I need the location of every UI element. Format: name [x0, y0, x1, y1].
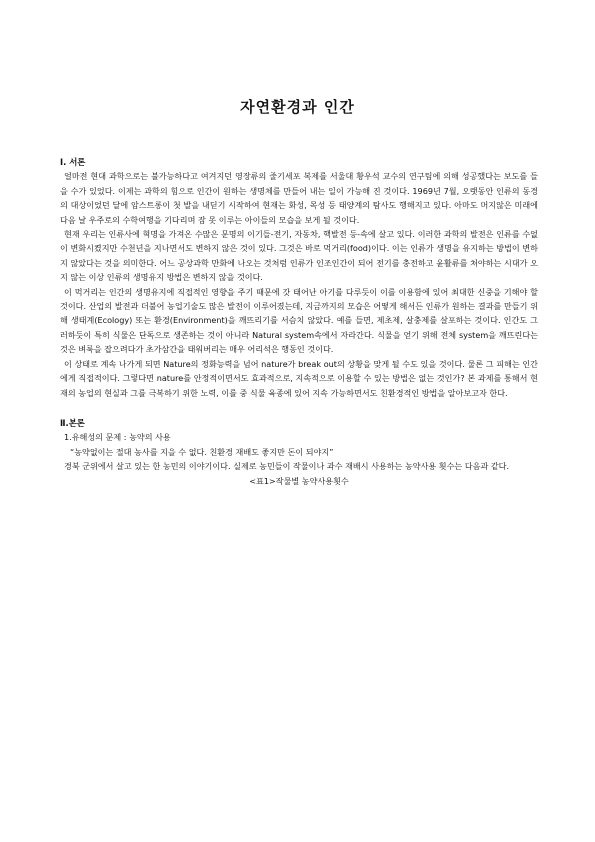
section-spacer [60, 400, 538, 416]
body-paragraph: 경북 군위에서 살고 있는 한 농민의 이야기이다. 실제로 농민들이 작물이나 과수 재배시 사용하는 농약사용 횟수는 다음과 같다. [64, 461, 510, 472]
document-body [60, 155, 538, 488]
table-caption: <표1>작물별 농약사용횟수 [249, 475, 349, 486]
intro-paragraph: 얼마전 현대 과학으로는 불가능하다고 여겨지던 영장류의 줄기세포 복제를 서울대 황우석 교수의 연구팀에 의해 성공했다는 보도를 들을 수가 있었다. 이제는 과학의 힘으로 인간이 원하는 생명체를 만들어 내는 일이 가능해 진 것이다. 1969년 7월, 오랫동안 인류의 동경의 대상이었던 달에 암스트롱이 첫 발을 내딛기 시작하여 현재는 화성, 목성 등 태양계의 탐사도 행해지고 있다. 아마도 머지않은 미래에 다음 날 우주로의 수학여행을 기다리며 잠 못 이루는 아이들의 모습을 보게 될 것이다. [60, 171, 538, 225]
subsection-heading: 1.유해성의 문제 : 농약의 사용 [64, 432, 171, 443]
intro-paragraph: 이 상태로 계속 나가게 되면 Nature의 정화능력을 넘어 nature가 break out의 상황을 맞게 될 수도 있을 것이다. 물론 그 피해는 인간에게 직접적이다. 그렇다면 nature를 안정적이면서도 효과적으로, 지속적으로 이용할 수 있는 방법은 없는 것인가? 본 과제를 통해서 현재의 농업의 현실과 그를 극복하기 위한 노력, 이를 중 식물 육종에 있어 지속 가능하면서도 친환경적인 방법을 알아보고자 한다. [60, 358, 538, 398]
intro-paragraph: 이 먹거리는 인간의 생명유지에 직접적인 영향을 주기 때문에 갓 태어난 아기를 다루듯이 이를 이용함에 있어 최대한 신중을 기해야 할 것이다. 산업의 발전과 더불어 농업기술도 많은 발전이 이루어졌는데, 지금까지의 모습은 어떻게 해서든 인류가 원하는 결과를 만들기 위해 생태계(Ecology) 또는 환경(Environment)을 깨뜨리기를 서슴치 않았다. 예를 들면, 제초제, 살충제를 살포하는 것이다. 인간도 그러하듯이 특히 식물은 단독으로 생존하는 것이 아니라 Natural system속에서 자라간다. 식물을 얻기 위해 전체 system을 깨뜨린다는 것은 벼룩을 잡으려다가 초가삼간을 태워버리는 매우 어리석은 행동인 것이다. [60, 286, 538, 355]
document-title: 자연환경과 인간 [240, 98, 355, 116]
section-heading-main: Ⅱ.본론 [60, 417, 85, 428]
intro-paragraph: 현재 우리는 인류사에 혁명을 가져온 수많은 문명의 이기들-전기, 자동차, 핵발전 등-속에 살고 있다. 이러한 과학의 발전은 인류를 수없이 변화시켰지만 수천년을 지나면서도 변하지 않은 것이 있다. 그것은 바로 먹거리(food)이다. 이는 인류가 생명을 유지하는 방법이 변하지 않았다는 것을 의미한다. 어느 공상과학 만화에 나오는 것처럼 인류가 인조인간이 되어 전기를 충전하고 윤활류를 쳐야하는 시대가 오지 않는 이상 인류의 생명유지 방법은 변하지 않을 것이다. [60, 229, 538, 283]
section-heading-introduction: Ⅰ. 서론 [60, 157, 86, 167]
farmer-quote: “농약없이는 절대 농사를 지을 수 없다. 친환경 재배도 좋지만 돈이 되야지” [70, 446, 334, 457]
